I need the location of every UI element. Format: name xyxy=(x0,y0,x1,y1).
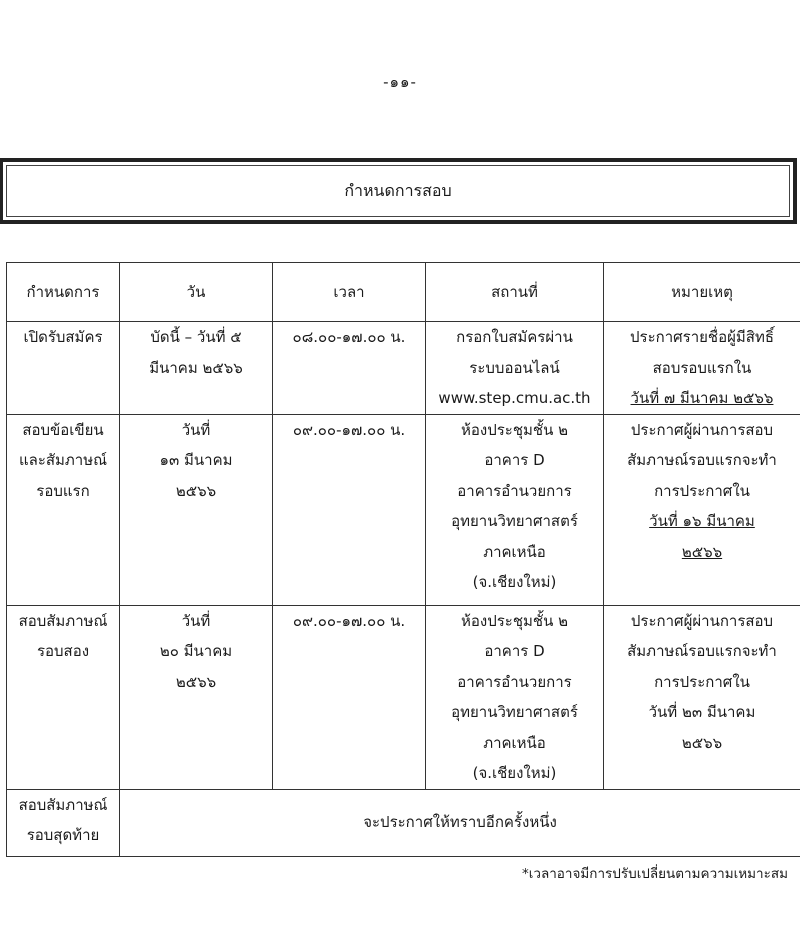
note-text: การประกาศใน xyxy=(654,481,750,500)
schedule-text: สอบสัมภาษณ์ xyxy=(18,795,108,814)
date-text: ๒๕๖๖ xyxy=(175,672,217,691)
note-text: ๒๕๖๖ xyxy=(681,733,723,752)
schedule-cell xyxy=(7,322,120,415)
note-cell xyxy=(604,605,800,789)
note-text: วันที่ ๒๓ มีนาคม xyxy=(648,703,756,721)
note-text: ประกาศรายชื่อผู้มีสิทธิ์ xyxy=(630,328,774,346)
table-row xyxy=(7,414,800,605)
date-text: ๑๓ มีนาคม xyxy=(159,451,233,469)
place-text: อาคารอำนวยการ xyxy=(457,672,572,691)
schedule-text: รอบแรก xyxy=(36,481,90,500)
date-text: ๒๐ มีนาคม xyxy=(159,642,233,660)
schedule-text: สอบข้อเขียน xyxy=(22,420,104,439)
schedule-cell xyxy=(7,789,120,856)
time-text: ๐๘.๐๐-๑๗.๐๐ น. xyxy=(292,328,406,346)
table-row xyxy=(7,322,800,415)
announcement-cell: จะประกาศให้ทราบอีกครั้งหนึ่ง xyxy=(120,789,800,856)
place-text: (จ.เชียงใหม่) xyxy=(472,573,557,591)
date-cell xyxy=(120,414,273,605)
note-text: สอบรอบแรกใน xyxy=(652,358,752,377)
title-box xyxy=(0,158,797,224)
document-title: กำหนดการสอบ xyxy=(6,165,790,217)
time-cell xyxy=(273,414,426,605)
note-text: สัมภาษณ์รอบแรกจะทำ xyxy=(627,451,777,469)
schedule-text: สอบสัมภาษณ์ xyxy=(18,611,108,630)
place-text: ภาคเหนือ xyxy=(483,542,546,561)
place-text: (จ.เชียงใหม่) xyxy=(472,764,557,782)
place-text: ห้องประชุมชั้น ๒ xyxy=(460,420,568,439)
date-cell xyxy=(120,322,273,415)
note-text: สัมภาษณ์รอบแรกจะทำ xyxy=(627,642,777,660)
place-text: อาคารอำนวยการ xyxy=(457,481,572,500)
header-place: สถานที่ xyxy=(426,263,604,322)
note-cell xyxy=(604,322,800,415)
date-text: มีนาคม ๒๕๖๖ xyxy=(149,358,243,377)
place-cell xyxy=(426,322,604,415)
time-cell xyxy=(273,322,426,415)
place-text: อาคาร D xyxy=(484,451,545,469)
header-time: เวลา xyxy=(273,263,426,322)
date-text: วันที่ xyxy=(181,611,211,630)
note-date-underlined: ๒๕๖๖ xyxy=(681,542,723,561)
note-date-underlined: วันที่ ๑๖ มีนาคม xyxy=(649,512,755,530)
table-header-row xyxy=(7,263,800,322)
header-date: วัน xyxy=(120,263,273,322)
note-cell xyxy=(604,414,800,605)
footnote: *เวลาอาจมีการปรับเปลี่ยนตามความเหมาะสม xyxy=(522,866,789,882)
time-text: ๐๙.๐๐-๑๗.๐๐ น. xyxy=(292,420,406,439)
schedule-cell xyxy=(7,605,120,789)
schedule-text: รอบสอง xyxy=(36,642,90,660)
place-text: ระบบออนไลน์ xyxy=(469,358,560,377)
page-number: -๑๑- xyxy=(383,73,417,91)
place-cell xyxy=(426,414,604,605)
table-row xyxy=(7,789,800,856)
place-text: ภาคเหนือ xyxy=(483,733,546,752)
exam-schedule-table xyxy=(6,262,800,857)
note-date-underlined: วันที่ ๗ มีนาคม ๒๕๖๖ xyxy=(630,389,774,407)
table-row xyxy=(7,605,800,789)
place-text: อุทยานวิทยาศาสตร์ xyxy=(451,512,578,530)
date-text: บัดนี้ – วันที่ ๕ xyxy=(150,328,242,346)
note-text: ประกาศผู้ผ่านการสอบ xyxy=(630,611,774,630)
schedule-text: และสัมภาษณ์ xyxy=(18,451,108,469)
place-text: กรอกใบสมัครผ่าน xyxy=(456,328,573,346)
schedule-text: รอบสุดท้าย xyxy=(26,826,100,844)
website-url: www.step.cmu.ac.th xyxy=(438,389,591,407)
note-text: ประกาศผู้ผ่านการสอบ xyxy=(630,420,774,439)
place-text: อาคาร D xyxy=(484,642,545,660)
header-note: หมายเหตุ xyxy=(604,263,800,322)
time-cell xyxy=(273,605,426,789)
place-text: ห้องประชุมชั้น ๒ xyxy=(460,611,568,630)
note-text: การประกาศใน xyxy=(654,672,750,691)
time-text: ๐๙.๐๐-๑๗.๐๐ น. xyxy=(292,611,406,630)
place-text: อุทยานวิทยาศาสตร์ xyxy=(451,703,578,721)
place-cell xyxy=(426,605,604,789)
date-text: วันที่ xyxy=(181,420,211,439)
schedule-cell xyxy=(7,414,120,605)
date-cell xyxy=(120,605,273,789)
header-schedule: กำหนดการ xyxy=(7,263,120,322)
schedule-text: เปิดรับสมัคร xyxy=(23,328,103,346)
date-text: ๒๕๖๖ xyxy=(175,481,217,500)
